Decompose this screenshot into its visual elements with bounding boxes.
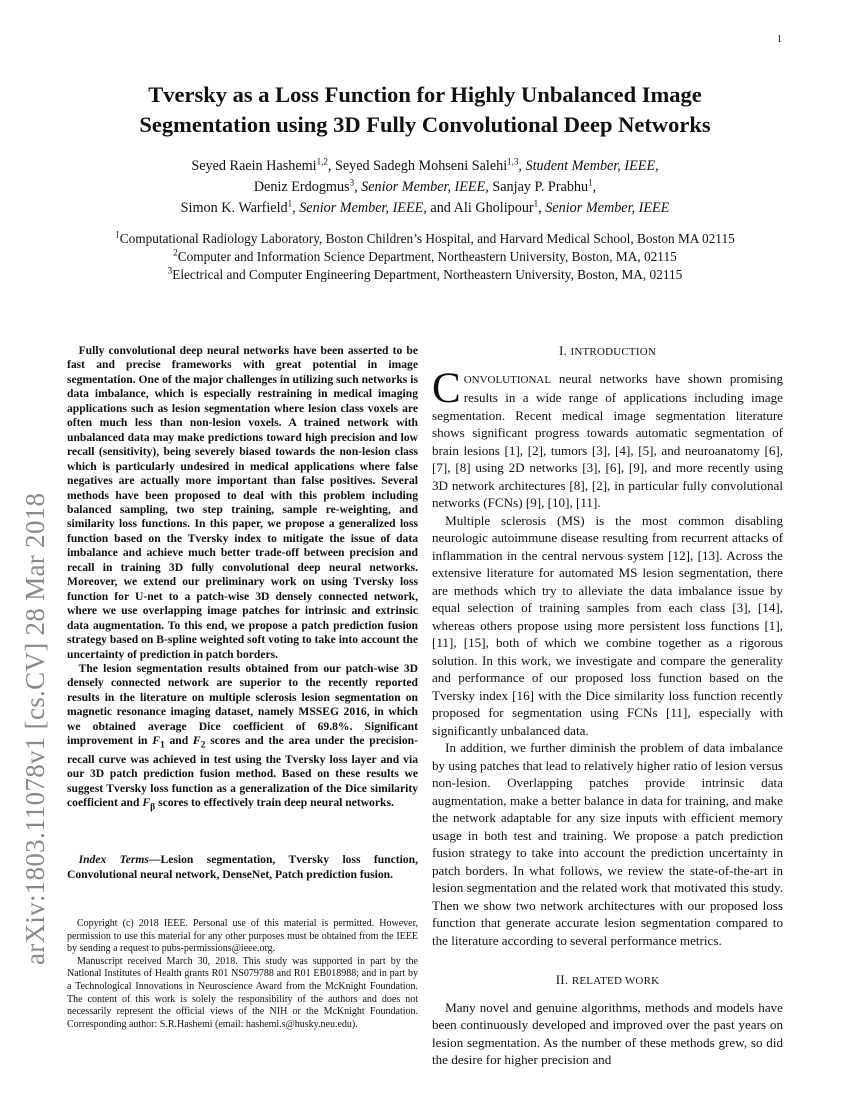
title-line-1: Tversky as a Loss Function for Highly Unbalanced Image	[148, 82, 702, 107]
author-affil-sup: 1	[287, 198, 293, 209]
authors-line-2: Deniz Erdogmus$^3$, Senior Member, IEEE, Sanjay P. Prabhu$^1$,	[253, 177, 597, 195]
math-symbol: F	[142, 796, 151, 810]
affil-sup: 3	[167, 265, 173, 276]
affiliation-line	[60, 230, 790, 248]
affiliation-line	[60, 266, 790, 284]
introduction-body	[432, 364, 783, 950]
section-title: RELATED WORK	[571, 975, 660, 987]
abstract-paragraph: Fully convolutional deep neural networks have been asserted to be fast and precise frameworks with great potential in image segmentation. One of the major challenges in utilizing such networks is data imbalance, which is especially restraining in medical imaging applications such as lesion segmentation where lesion class voxels are often much less than non-lesion voxels. A trained network with unbalanced data may make predictions toward high precision and low recall (sensitivity), being severely biased towards the non-lesion class which is particularly undesired in medical applications where false negatives are actually more important than false positives. Several methods have been proposed to deal with this problem including balanced sampling, two step training, sample re-weighting, and similarity loss functions. In this paper, we propose a generalized loss function based on the Tversky index to mitigate the issue of data imbalance and achieve much better trade-off between precision and recall in training 3D fully convolutional deep neural networks. Moreover, we extend our preliminary work on using Tversky loss function for U-net to a patch-wise 3D densely connected network, where we use overlapping image patches for intrinsic and extrinsic data augmentation. To this end, we propose a patch prediction fusion strategy based on B-spline weighted soft voting to take into account the uncertainty of prediction in patch borders.	[67, 344, 418, 661]
author-affil-sup: 1,2	[316, 156, 328, 167]
author-name: Seyed Raein Hashemi	[191, 158, 317, 174]
affil-text: Computer and Information Science Department, Northeastern University, Boston, MA, 02115	[177, 249, 677, 264]
author-affil-sup: 1	[533, 198, 539, 209]
page-number: 1	[777, 34, 782, 45]
intro-paragraph: Multiple sclerosis (MS) is the most common disabling neurologic autoimmune disease resulting from recurrent attacks of inflammation in the central nervous system [12], [13]. Across the extensive literature for automated MS lesion segmentation, there are methods which try to alleviate the data imbalance issue by equal selection of training samples from each class [3], [14], whereas others propose using more persistent loss functions [1], [11], [15], both of which we combine together as a rigorous solution. In this work, we investigate and compare the generality and performance of our proposed loss function based on the Tversky index [16] with the Dice similarity loss function recently proposed for segmentation using FCNs [11], especially with significantly unbalanced data.	[432, 512, 783, 738]
footnote	[67, 918, 418, 1031]
abstract-text: The lesion segmentation results obtained from our patch-wise 3D densely connected network are superior to the recently reported results in the literature on multiple sclerosis lesion segmentation on magnetic resonance imaging dataset, namely MSSEG 2016, in which we obtained average Dice coefficient of 69.8%. Significant improvement in	[67, 661, 418, 748]
left-column	[67, 344, 418, 1031]
math-symbol: F	[192, 734, 201, 748]
author-affil-sup: 1,3	[507, 156, 519, 167]
title-line-2: Segmentation using 3D Fully Convolutional Deep Networks	[139, 112, 711, 137]
manuscript-note: Manuscript received March 30, 2018. This study was supported in part by the National Institutes of Health grants R01 NS079788 and R01 EB018988; and in part by a Technological Innovations in Neuroscience Award from the McKnight Foundation. The content of this work is solely the responsibility of the authors and does not necessarily represent the official views of the NIH or the McKnight Foundation. Corresponding author: S.R.Hashemi (email: hashemi.s@husky.neu.edu).	[67, 955, 418, 1030]
intro-paragraph: In addition, we further diminish the problem of data imbalance by using patches that lead to relatively higher ratio of lesion versus non-lesion. Overlapping patches provide intrinsic data augmentation, make a better balance in data for training, and make the network adaptable for any size inputs with efficient memory usage in both test and training. We propose a patch prediction fusion strategy to take into account the prediction uncertainty in patch borders. In what follows, we review the state-of-the-art in lesion segmentation and the related work that motivated this study. Then we show two network architectures with our proposed loss function that generate accurate lesion segmentation compared to the literature according to several performance metrics.	[432, 740, 783, 948]
related-work-paragraph: Many novel and genuine algorithms, methods and models have been continuously developed and improved over the past years on lesion segmentation. As the number of these methods grew, so did the desire for higher precision and	[432, 999, 783, 1067]
index-terms-label: Index Terms	[78, 853, 149, 867]
author-role: Senior Member, IEEE,	[361, 179, 489, 195]
abstract-text: and	[164, 734, 193, 748]
author-name: Sanjay P. Prabhu	[492, 179, 589, 195]
section-heading-related-work	[432, 971, 783, 991]
paragraph-text: neural networks have shown promising results in a wide range of applications including image segmentation. Recent medical image segmentation literature shows significant progress towards automatic segmentation of brain lesions [1], [2], tumors [3], [4], [5], and neuroanatomy [6], [7], [8] using 2D networks [3], [6], [9], and more recently using 3D network architectures [8], [2], in particular fully convolutional networks (FCNs) [9], [10], [11].	[432, 370, 783, 510]
affil-text: Electrical and Computer Engineering Department, Northeastern University, Boston, MA, 02115	[172, 267, 683, 282]
author-name: Seyed Sadegh Mohseni Salehi	[334, 158, 508, 174]
authors-line-3: Simon K. Warfield$^1$, Senior Member, IEEE, and Ali Gholipour$^1$, Senior Member, IEEE	[180, 198, 670, 216]
drop-cap: C	[432, 364, 461, 412]
math-subscript: β	[150, 801, 156, 813]
math-subscript: 1	[159, 739, 165, 751]
affil-sup: 2	[173, 247, 178, 258]
abstract-paragraph	[67, 662, 418, 815]
abstract	[67, 344, 418, 815]
math-subscript: 2	[200, 739, 206, 751]
section-number: I.	[558, 343, 568, 358]
author-affil-sup: 1	[588, 177, 593, 188]
math-symbol: F	[152, 734, 160, 748]
intro-paragraph	[432, 364, 783, 512]
affil-text: Computational Radiology Laboratory, Boston Children’s Hospital, and Harvard Medical School, Boston MA 02115	[119, 231, 735, 246]
copyright-notice: Copyright (c) 2018 IEEE. Personal use of this material is permitted. However, permission to use this material for any other purposes must be obtained from the IEEE by sending a request to pubs-permissions@ieee.org.	[67, 918, 418, 955]
section-number: II.	[555, 972, 569, 987]
section-heading-introduction	[432, 342, 783, 362]
paper-title	[60, 80, 790, 140]
arxiv-identifier: arXiv:1803.11078v1 [cs.CV] 28 Mar 2018	[20, 492, 50, 965]
affiliation-line	[60, 248, 790, 266]
author-name: Simon K. Warfield	[180, 200, 288, 216]
right-column	[432, 342, 783, 1069]
affil-sup: 1	[115, 229, 120, 240]
section-title: INTRODUCTION	[570, 346, 657, 358]
related-work-body	[432, 999, 783, 1069]
author-role: Senior Member, IEEE,	[299, 200, 427, 216]
author-name: Deniz Erdogmus	[253, 179, 350, 195]
abstract-text: scores to effectively train deep neural networks.	[155, 796, 394, 810]
author-role: Student Member, IEEE,	[525, 158, 659, 174]
affiliations	[60, 230, 790, 284]
abstract-text: scores and the area under the precision-recall curve was achieved in test using the Tversky loss layer and via our 3D patch prediction fusion method. Based on these results we suggest Tversky loss function as a generalization of the Dice similarity coefficient and	[67, 734, 418, 810]
author-role: Senior Member, IEEE	[545, 200, 670, 216]
author-name: and Ali Gholipour	[430, 200, 534, 216]
index-terms-text: —Lesion segmentation, Tversky loss function, Convolutional neural network, DenseNet, Patch prediction fusion.	[67, 853, 418, 881]
smallcaps-text: ONVOLUTIONAL	[463, 373, 552, 386]
author-list	[60, 156, 790, 219]
authors-line-1: Seyed Raein Hashemi$^{1,2}$, Seyed Sadegh Mohseni Salehi$^{1,3}$, Student Member, IEEE,	[191, 156, 659, 174]
index-terms	[67, 853, 418, 882]
author-affil-sup: 3	[349, 177, 355, 188]
